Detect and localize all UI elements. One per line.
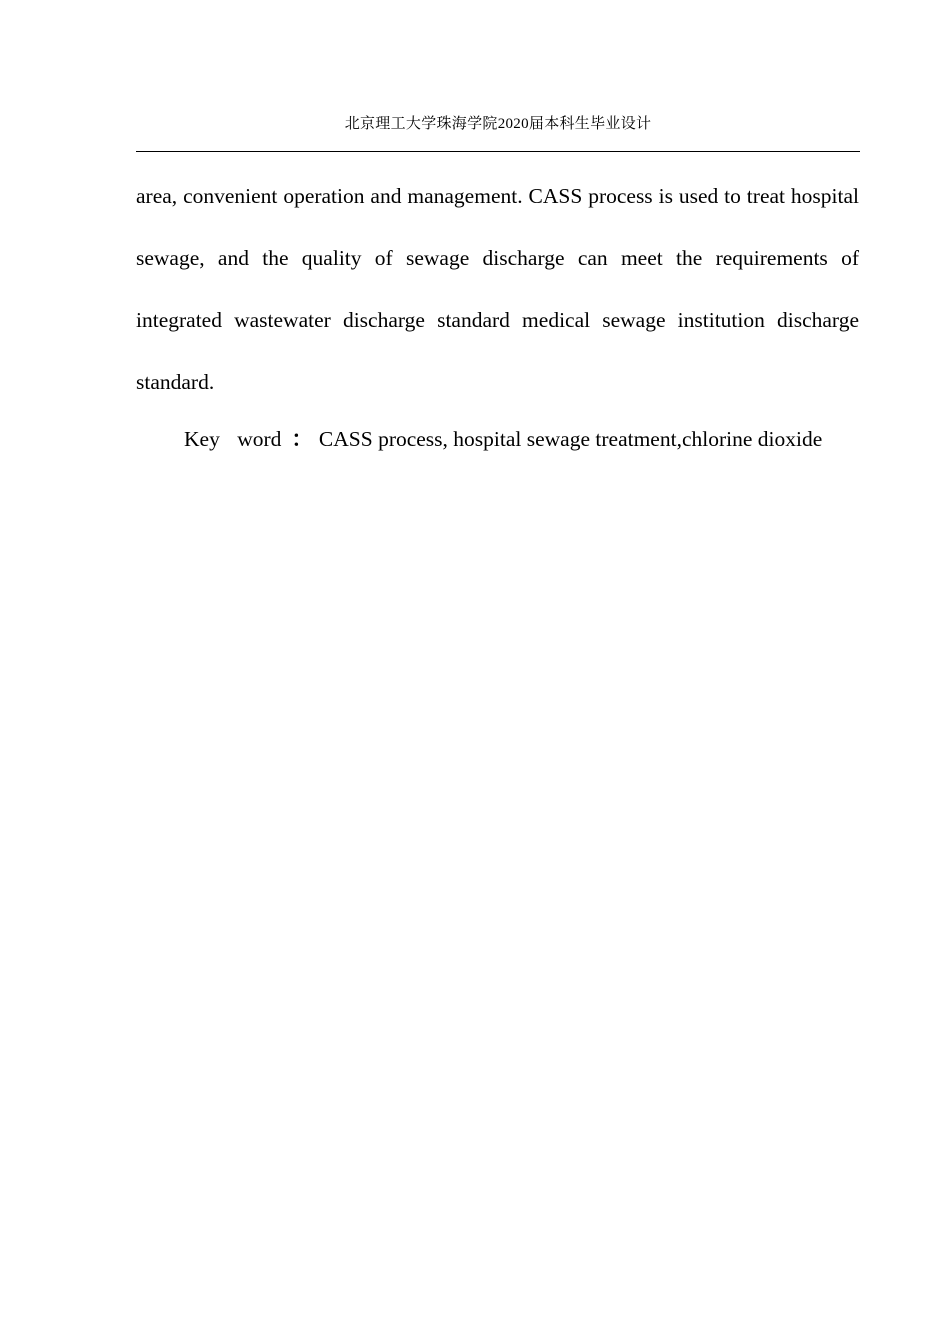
keywords-label: Key word xyxy=(184,427,282,451)
running-header: 北京理工大学珠海学院2020届本科生毕业设计 xyxy=(344,116,652,132)
keywords-paragraph xyxy=(136,408,859,470)
abstract-paragraph: area, convenient operation and management. CASS process is used to treat hospital sewage, and the quality of sewage discharge can meet the requirements of integrated wastewater discharge standard medical sewage institution discharge standard. xyxy=(136,184,859,394)
header-rule xyxy=(136,151,860,152)
keywords-separator: ： xyxy=(291,427,313,451)
abstract-body xyxy=(136,165,859,470)
keywords-text: CASS process, hospital sewage treatment,chlorine dioxide xyxy=(318,427,823,451)
